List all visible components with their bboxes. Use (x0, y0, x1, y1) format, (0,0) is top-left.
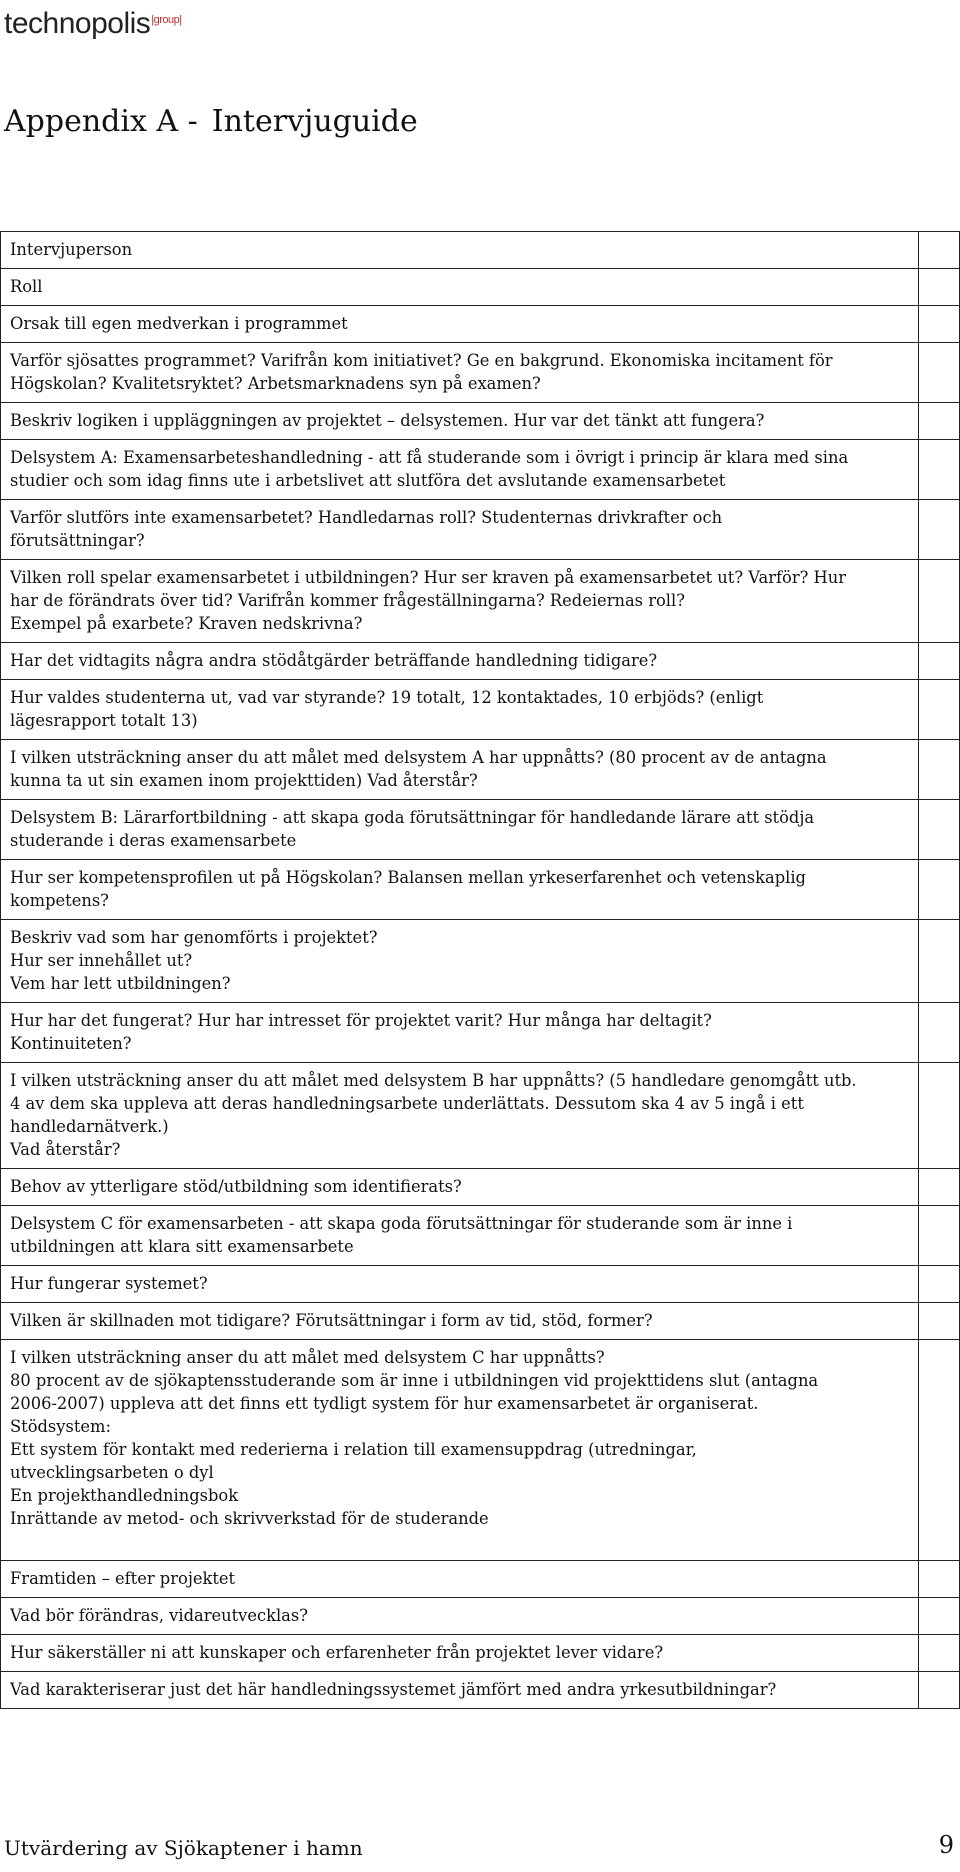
question-cell (1, 1063, 919, 1169)
question-line: lägesrapport totalt 13) (10, 711, 198, 730)
table-row (1, 343, 960, 403)
table-row (1, 1561, 960, 1598)
question-cell (1, 1003, 919, 1063)
footer-title: Utvärdering av Sjökaptener i hamn (4, 1836, 363, 1860)
question-cell (1, 560, 919, 643)
question-line: En projekthandledningsbok (10, 1486, 239, 1505)
question-line: Behov av ytterligare stöd/utbildning som identifierats? (10, 1177, 462, 1196)
notes-cell (919, 800, 960, 860)
question-line: Hur valdes studenterna ut, vad var styrande? 19 totalt, 12 kontaktades, 10 erbjöds? (enligt (10, 688, 764, 707)
notes-cell (919, 643, 960, 680)
notes-cell (919, 1672, 960, 1709)
table-row (1, 1303, 960, 1340)
question-cell (1, 1598, 919, 1635)
question-line: kunna ta ut sin examen inom projekttiden) Vad återstår? (10, 771, 478, 790)
question-line: Framtiden – efter projektet (10, 1569, 236, 1588)
question-line: Beskriv vad som har genomförts i projektet? (10, 928, 378, 947)
notes-cell (919, 306, 960, 343)
question-line: Hur fungerar systemet? (10, 1274, 208, 1293)
table-row (1, 740, 960, 800)
technopolis-logo (4, 0, 182, 44)
question-line: Högskolan? Kvalitetsryktet? Arbetsmarknadens syn på examen? (10, 374, 541, 393)
appendix-label: Appendix A - (4, 104, 198, 139)
table-row (1, 860, 960, 920)
question-cell (1, 740, 919, 800)
interview-guide-body (1, 232, 960, 1709)
question-cell (1, 800, 919, 860)
question-line: Intervjuperson (10, 240, 133, 259)
question-line: studerande i deras examensarbete (10, 831, 297, 850)
question-cell (1, 403, 919, 440)
question-line: I vilken utsträckning anser du att målet med delsystem A har uppnåtts? (80 procent av de antagna (10, 748, 827, 767)
question-cell (1, 1266, 919, 1303)
question-cell (1, 343, 919, 403)
question-cell (1, 860, 919, 920)
notes-cell (919, 269, 960, 306)
notes-cell (919, 1266, 960, 1303)
table-row (1, 1063, 960, 1169)
question-line: Har det vidtagits några andra stödåtgärder beträffande handledning tidigare? (10, 651, 658, 670)
question-cell (1, 920, 919, 1003)
notes-cell (919, 1206, 960, 1266)
question-line (10, 1530, 910, 1553)
notes-cell (919, 1003, 960, 1063)
table-row (1, 306, 960, 343)
question-line: förutsättningar? (10, 531, 145, 550)
notes-cell (919, 500, 960, 560)
question-line: utbildningen att klara sitt examensarbete (10, 1237, 354, 1256)
question-line: 80 procent av de sjökaptensstuderande som är inne i utbildningen vid projekttidens slut (antagna (10, 1371, 819, 1390)
question-line: Vad karakteriserar just det här handledningssystemet jämfört med andra yrkesutbildningar? (10, 1680, 777, 1699)
question-cell (1, 1635, 919, 1672)
question-line: Inrättande av metod- och skrivverkstad för de studerande (10, 1509, 489, 1528)
question-line: Stödsystem: (10, 1417, 111, 1436)
table-row (1, 500, 960, 560)
question-line: 2006-2007) uppleva att det finns ett tydligt system för hur examensarbetet är organiserat. (10, 1394, 759, 1413)
table-row (1, 1672, 960, 1709)
question-line: har de förändrats över tid? Varifrån kommer frågeställningarna? Redeiernas roll? (10, 591, 685, 610)
page-title (4, 100, 418, 144)
page-number: 9 (938, 1831, 954, 1859)
question-cell (1, 1169, 919, 1206)
table-row (1, 1206, 960, 1266)
question-cell (1, 232, 919, 269)
table-row (1, 440, 960, 500)
question-cell (1, 1561, 919, 1598)
question-line: kompetens? (10, 891, 109, 910)
question-line: Kontinuiteten? (10, 1034, 132, 1053)
question-line: Hur ser innehållet ut? (10, 951, 193, 970)
question-cell (1, 1672, 919, 1709)
question-line: Vad återstår? (10, 1140, 121, 1159)
table-row (1, 1003, 960, 1063)
notes-cell (919, 860, 960, 920)
notes-cell (919, 920, 960, 1003)
question-line: Vilken är skillnaden mot tidigare? Förutsättningar i form av tid, stöd, former? (10, 1311, 653, 1330)
question-line: Vad bör förändras, vidareutvecklas? (10, 1606, 308, 1625)
question-cell (1, 643, 919, 680)
question-line: Vilken roll spelar examensarbetet i utbildningen? Hur ser kraven på examensarbetet ut? Varför? Hur (10, 568, 846, 587)
notes-cell (919, 1169, 960, 1206)
question-line: Varför slutförs inte examensarbetet? Handledarnas roll? Studenternas drivkrafter och (10, 508, 723, 527)
table-row (1, 269, 960, 306)
logo-text: technopolis (4, 7, 151, 40)
question-line: Ett system för kontakt med rederierna i relation till examensuppdrag (utredningar, (10, 1440, 697, 1459)
notes-cell (919, 440, 960, 500)
notes-cell (919, 1303, 960, 1340)
question-line: Delsystem A: Examensarbeteshandledning - att få studerande som i övrigt i princip är klara med sina (10, 448, 849, 467)
question-cell (1, 1340, 919, 1561)
question-line: Hur ser kompetensprofilen ut på Högskolan? Balansen mellan yrkeserfarenhet och vetenskaplig (10, 868, 806, 887)
question-line: Exempel på exarbete? Kraven nedskrivna? (10, 614, 363, 633)
interview-guide-table (0, 231, 960, 1709)
table-row (1, 920, 960, 1003)
question-cell (1, 500, 919, 560)
table-row (1, 643, 960, 680)
logo-group-suffix: |group| (151, 14, 182, 26)
notes-cell (919, 343, 960, 403)
table-row (1, 1169, 960, 1206)
question-cell (1, 680, 919, 740)
table-row (1, 680, 960, 740)
question-line: handledarnätverk.) (10, 1117, 169, 1136)
table-row (1, 403, 960, 440)
table-row (1, 1340, 960, 1561)
question-line: Orsak till egen medverkan i programmet (10, 314, 348, 333)
table-row (1, 800, 960, 860)
table-row (1, 1266, 960, 1303)
notes-cell (919, 1340, 960, 1561)
question-line: Vem har lett utbildningen? (10, 974, 231, 993)
question-cell (1, 306, 919, 343)
notes-cell (919, 740, 960, 800)
notes-cell (919, 1561, 960, 1598)
table-row (1, 560, 960, 643)
question-cell (1, 1206, 919, 1266)
question-line: Beskriv logiken i uppläggningen av projektet – delsystemen. Hur var det tänkt att fungera? (10, 411, 765, 430)
notes-cell (919, 232, 960, 269)
question-line: utvecklingsarbeten o dyl (10, 1463, 214, 1482)
question-line: Delsystem C för examensarbeten - att skapa goda förutsättningar för studerande som är inne i (10, 1214, 793, 1233)
notes-cell (919, 1598, 960, 1635)
question-line: I vilken utsträckning anser du att målet med delsystem C har uppnåtts? (10, 1348, 605, 1367)
question-line: I vilken utsträckning anser du att målet med delsystem B har uppnåtts? (5 handledare genomgått utb. (10, 1071, 857, 1090)
notes-cell (919, 1635, 960, 1672)
appendix-title: Intervjuguide (211, 104, 418, 139)
question-line: Delsystem B: Lärarfortbildning - att skapa goda förutsättningar för handledande lärare att stödja (10, 808, 815, 827)
question-cell (1, 269, 919, 306)
notes-cell (919, 403, 960, 440)
notes-cell (919, 680, 960, 740)
notes-cell (919, 1063, 960, 1169)
question-line: Roll (10, 277, 43, 296)
table-row (1, 1598, 960, 1635)
question-cell (1, 1303, 919, 1340)
table-row (1, 1635, 960, 1672)
notes-cell (919, 560, 960, 643)
question-line: Hur har det fungerat? Hur har intresset för projektet varit? Hur många har deltagit? (10, 1011, 712, 1030)
question-line: Varför sjösattes programmet? Varifrån kom initiativet? Ge en bakgrund. Ekonomiska incitament för (10, 351, 833, 370)
question-line: studier och som idag finns ute i arbetslivet att slutföra det avslutande examensarbetet (10, 471, 726, 490)
question-cell (1, 440, 919, 500)
question-line: Hur säkerställer ni att kunskaper och erfarenheter från projektet lever vidare? (10, 1643, 664, 1662)
table-row (1, 232, 960, 269)
question-line: 4 av dem ska uppleva att deras handledningsarbete underlättats. Dessutom ska 4 av 5 ingå i ett (10, 1094, 804, 1113)
